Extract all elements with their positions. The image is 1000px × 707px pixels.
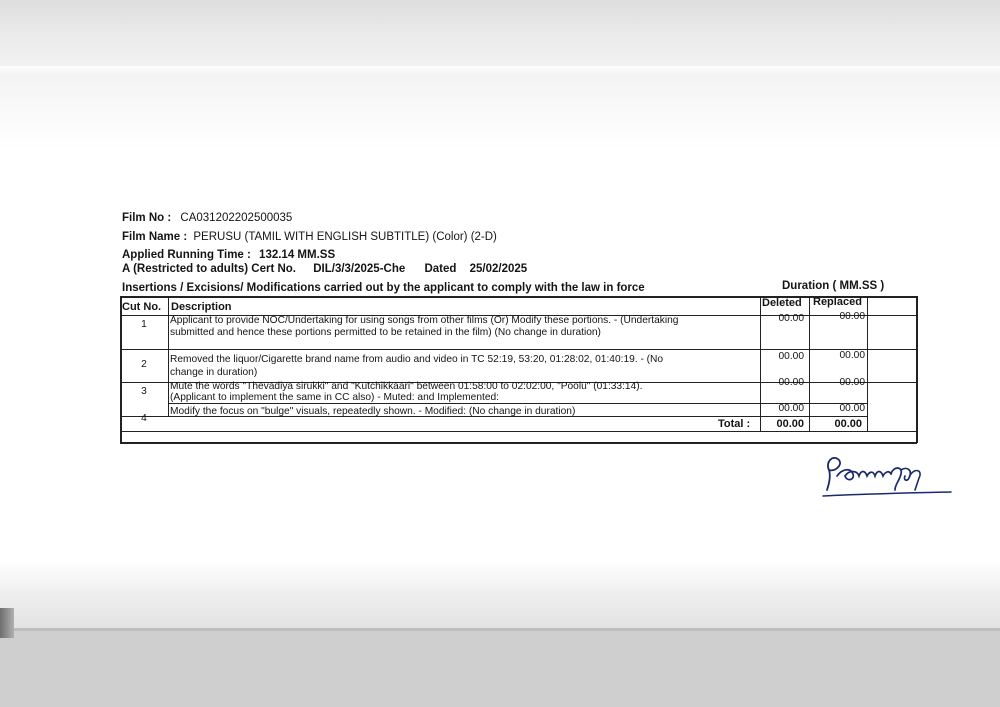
- duration-label: Duration ( MM.SS ): [782, 280, 885, 292]
- page-bottom-edge: [0, 628, 1000, 707]
- cert-number: DIL/3/3/2025-Che: [313, 263, 406, 275]
- replaced-value: 00.00: [839, 377, 865, 388]
- cut-number: 4: [141, 413, 147, 424]
- table-border-right: [916, 296, 918, 443]
- cuts-table: [120, 296, 917, 443]
- running-time-line: [122, 249, 335, 261]
- page-shadow-top: [0, 0, 1000, 150]
- table-border-bottom: [120, 442, 917, 444]
- total-replaced: 00.00: [834, 418, 862, 430]
- film-no-label: Film No :: [122, 212, 172, 224]
- running-time-label: Applied Running Time :: [122, 249, 251, 261]
- deleted-value: 00.00: [778, 351, 804, 362]
- header-replaced: Replaced: [813, 296, 862, 308]
- total-label: Total :: [718, 418, 751, 430]
- total-deleted: 00.00: [776, 418, 804, 430]
- deleted-value: 00.00: [778, 377, 804, 388]
- header-cut-no: Cut No.: [122, 301, 162, 313]
- cut-description-line: change in duration): [170, 367, 258, 378]
- dated-label: Dated: [424, 263, 457, 275]
- film-name-label: Film Name :: [122, 231, 188, 243]
- cut-description-line: Removed the liquor/Cigarette brand name from audio and video in TC 52:19, 53:20, 01:28:02, 01:40:19. - (No: [170, 354, 664, 365]
- replaced-value: 00.00: [839, 311, 865, 322]
- running-time-value: 132.14 MM.SS: [259, 249, 336, 261]
- cut-description-line: submitted and hence these portions permitted to be retained in the film) (No change in duration): [170, 327, 601, 338]
- section-title: Insertions / Excisions/ Modifications carried out by the applicant to comply with the law in force: [122, 282, 645, 294]
- cut-description-line: Modify the focus on "bulge" visuals, repeatedly shown. - Modified: (No change in duration): [170, 406, 576, 417]
- film-name-value: PERUSU (TAMIL WITH ENGLISH SUBTITLE) (Color) (2-D): [193, 231, 497, 243]
- col-divider: [867, 296, 868, 431]
- cut-number: 3: [141, 386, 147, 397]
- cut-description-line: (Applicant to implement the same in CC also) - Muted: and Implemented:: [170, 392, 499, 403]
- row-divider: [120, 349, 917, 350]
- cert-line: [122, 263, 527, 275]
- deleted-value: 00.00: [778, 313, 804, 324]
- deleted-value: 00.00: [778, 403, 804, 414]
- header-description: Description: [171, 301, 232, 313]
- header-deleted: Deleted: [762, 297, 802, 309]
- film-no-line: [122, 212, 292, 224]
- cut-description-line: Applicant to provide NOC/Undertaking for using songs from other films (Or) Modify these portions. - (Undertaking: [170, 315, 679, 326]
- dated-value: 25/02/2025: [469, 263, 528, 275]
- film-no-value: CA031202202500035: [180, 212, 293, 224]
- page-corner-shadow: [0, 608, 14, 638]
- replaced-value: 00.00: [839, 403, 865, 414]
- signature-icon: [815, 440, 955, 510]
- film-name-line: [122, 231, 497, 243]
- cut-description-line: Mute the words "Thevadiya sirukki" and "Kutchikkaari" between 01:58:00 to 02:02:00, "Poolu" (01:33:14).: [170, 381, 643, 392]
- col-divider: [809, 296, 810, 431]
- cut-number: 2: [141, 359, 147, 370]
- col-divider: [168, 296, 169, 416]
- row-divider: [120, 431, 917, 432]
- cert-label: A (Restricted to adults) Cert No.: [122, 263, 297, 275]
- cut-number: 1: [141, 319, 147, 330]
- replaced-value: 00.00: [839, 350, 865, 361]
